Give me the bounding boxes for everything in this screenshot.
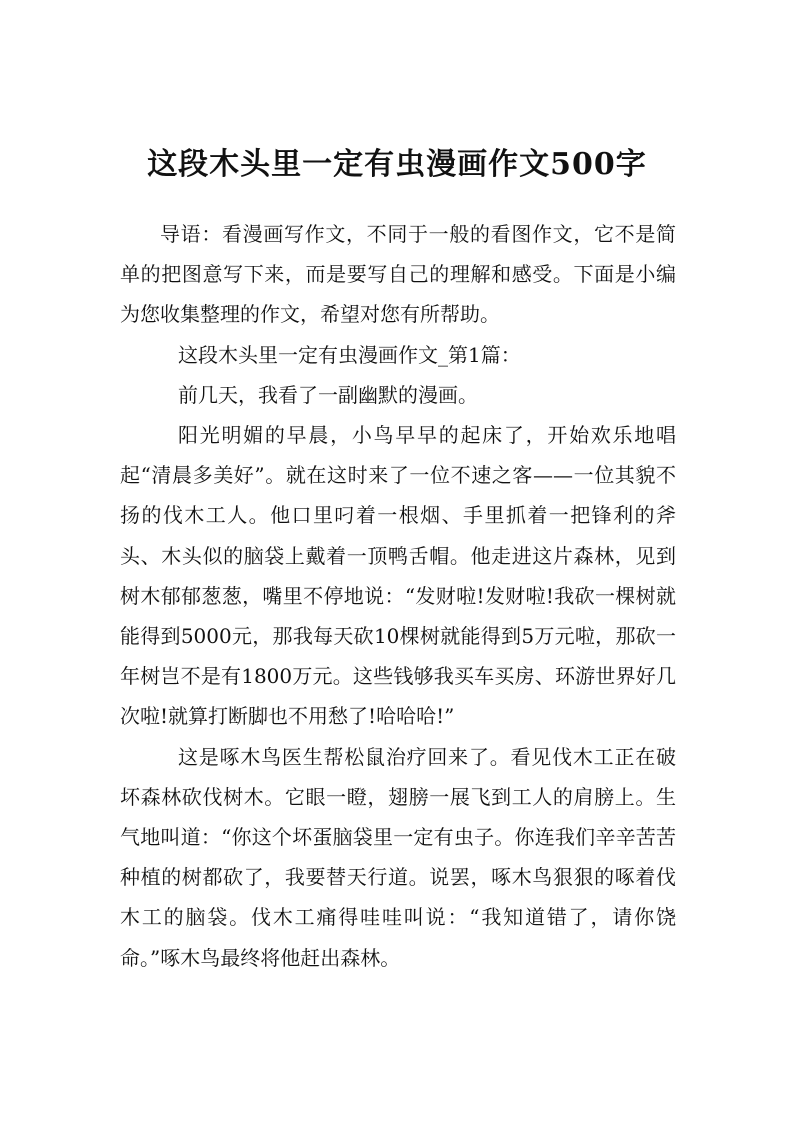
section-heading: 这段木头里一定有虫漫画作文_第1篇： bbox=[178, 342, 521, 367]
article-body bbox=[120, 214, 676, 978]
body-paragraph: 阳光明媚的早晨，小鸟早早的起床了，开始欢乐地唱起“清晨多美好”。就在这时来了一位不速之客——一位其貌不扬的伐木工人。他口里叼着一根烟、手里抓着一把锋利的斧头、木头似的脑袋上戴着一顶鸭舌帽。他走进这片森林，见到树木郁郁葱葱，嘴里不停地说：“发财啦!发财啦!我砍一棵树就能得到5000元，那我每天砍10棵树就能得到5万元啦，那砍一年树岂不是有1800万元。这些钱够我买车买房、环游世界好几次啦!就算打断脚也不用愁了!哈哈哈!” bbox=[120, 423, 676, 729]
body-paragraph: 前几天，我看了一副幽默的漫画。 bbox=[178, 382, 478, 407]
body-paragraph: 这是啄木鸟医生帮松鼠治疗回来了。看见伐木工正在破坏森林砍伐树木。它眼一瞪，翅膀一展飞到工人的肩膀上。生气地叫道：“你这个坏蛋脑袋里一定有虫子。你连我们辛辛苦苦种植的树都砍了，我要替天行道。说罢，啄木鸟狠狠的啄着伐木工的脑袋。伐木工痛得哇哇叫说：“我知道错了，请你饶命。”啄木鸟最终将他赶出森林。 bbox=[120, 744, 676, 970]
page-title: 这段木头里一定有虫漫画作文500字 bbox=[147, 147, 647, 182]
intro-paragraph: 导语：看漫画写作文，不同于一般的看图作文，它不是简单的把图意写下来，而是要写自己的理解和感受。下面是小编为您收集整理的作文，希望对您有所帮助。 bbox=[120, 222, 676, 327]
